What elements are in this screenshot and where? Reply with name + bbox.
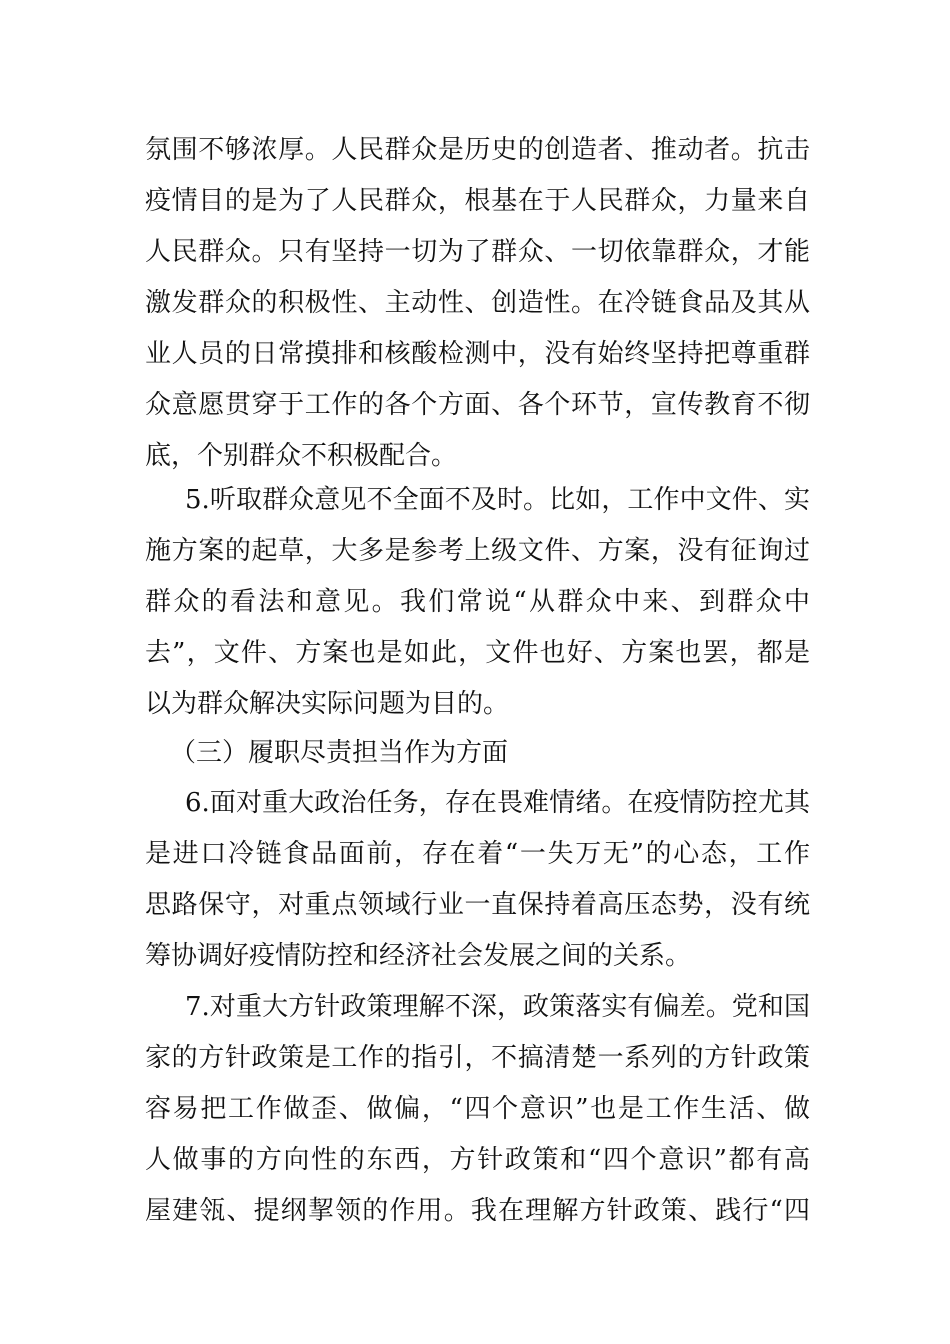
text-line-1: 氛围不够浓厚。人民群众是历史的创造者、推动者。抗击 (145, 135, 810, 165)
paragraph-6-line-1: 6.面对重大政治任务，存在畏难情绪。在疫情防控尤其 (185, 788, 810, 818)
text-line-6: 众意愿贯穿于工作的各个方面、各个环节，宣传教育不彻 (145, 390, 810, 420)
text-line-3: 人民群众。只有坚持一切为了群众、一切依靠群众，才能 (145, 237, 810, 267)
paragraph-7-line-1: 7.对重大方针政策理解不深，政策落实有偏差。党和国 (185, 992, 810, 1022)
text-line-2: 疫情目的是为了人民群众，根基在于人民群众，力量来自 (145, 186, 810, 216)
text-line-10: 群众的看法和意见。我们常说“从群众中来、到群众中 (145, 587, 810, 617)
text-line-17: 筹协调好疫情防控和经济社会发展之间的关系。 (145, 941, 692, 971)
text-line-22: 屋建瓴、提纲挈领的作用。我在理解方针政策、践行“四 (145, 1196, 810, 1226)
text-line-7: 底，个别群众不积极配合。 (145, 441, 458, 471)
text-line-15: 是进口冷链食品面前，存在着“一失万无”的心态，工作 (145, 839, 810, 869)
text-line-4: 激发群众的积极性、主动性、创造性。在冷链食品及其从 (145, 288, 810, 318)
text-line-19: 家的方针政策是工作的指引，不搞清楚一系列的方针政策 (145, 1043, 810, 1073)
text-line-9: 施方案的起草，大多是参考上级文件、方案，没有征询过 (145, 536, 810, 566)
paragraph-5-line-1: 5.听取群众意见不全面不及时。比如，工作中文件、实 (185, 485, 810, 515)
section-heading: （三）履职尽责担当作为方面 (170, 738, 509, 768)
text-line-12: 以为群众解决实际问题为目的。 (145, 689, 510, 719)
text-line-11: 去”，文件、方案也是如此，文件也好、方案也罢，都是 (145, 638, 810, 668)
text-line-21: 人做事的方向性的东西，方针政策和“四个意识”都有高 (145, 1145, 810, 1175)
text-line-5: 业人员的日常摸排和核酸检测中，没有始终坚持把尊重群 (145, 339, 810, 369)
text-line-20: 容易把工作做歪、做偏，“四个意识”也是工作生活、做 (145, 1094, 810, 1124)
text-line-16: 思路保守，对重点领域行业一直保持着高压态势，没有统 (145, 890, 810, 920)
